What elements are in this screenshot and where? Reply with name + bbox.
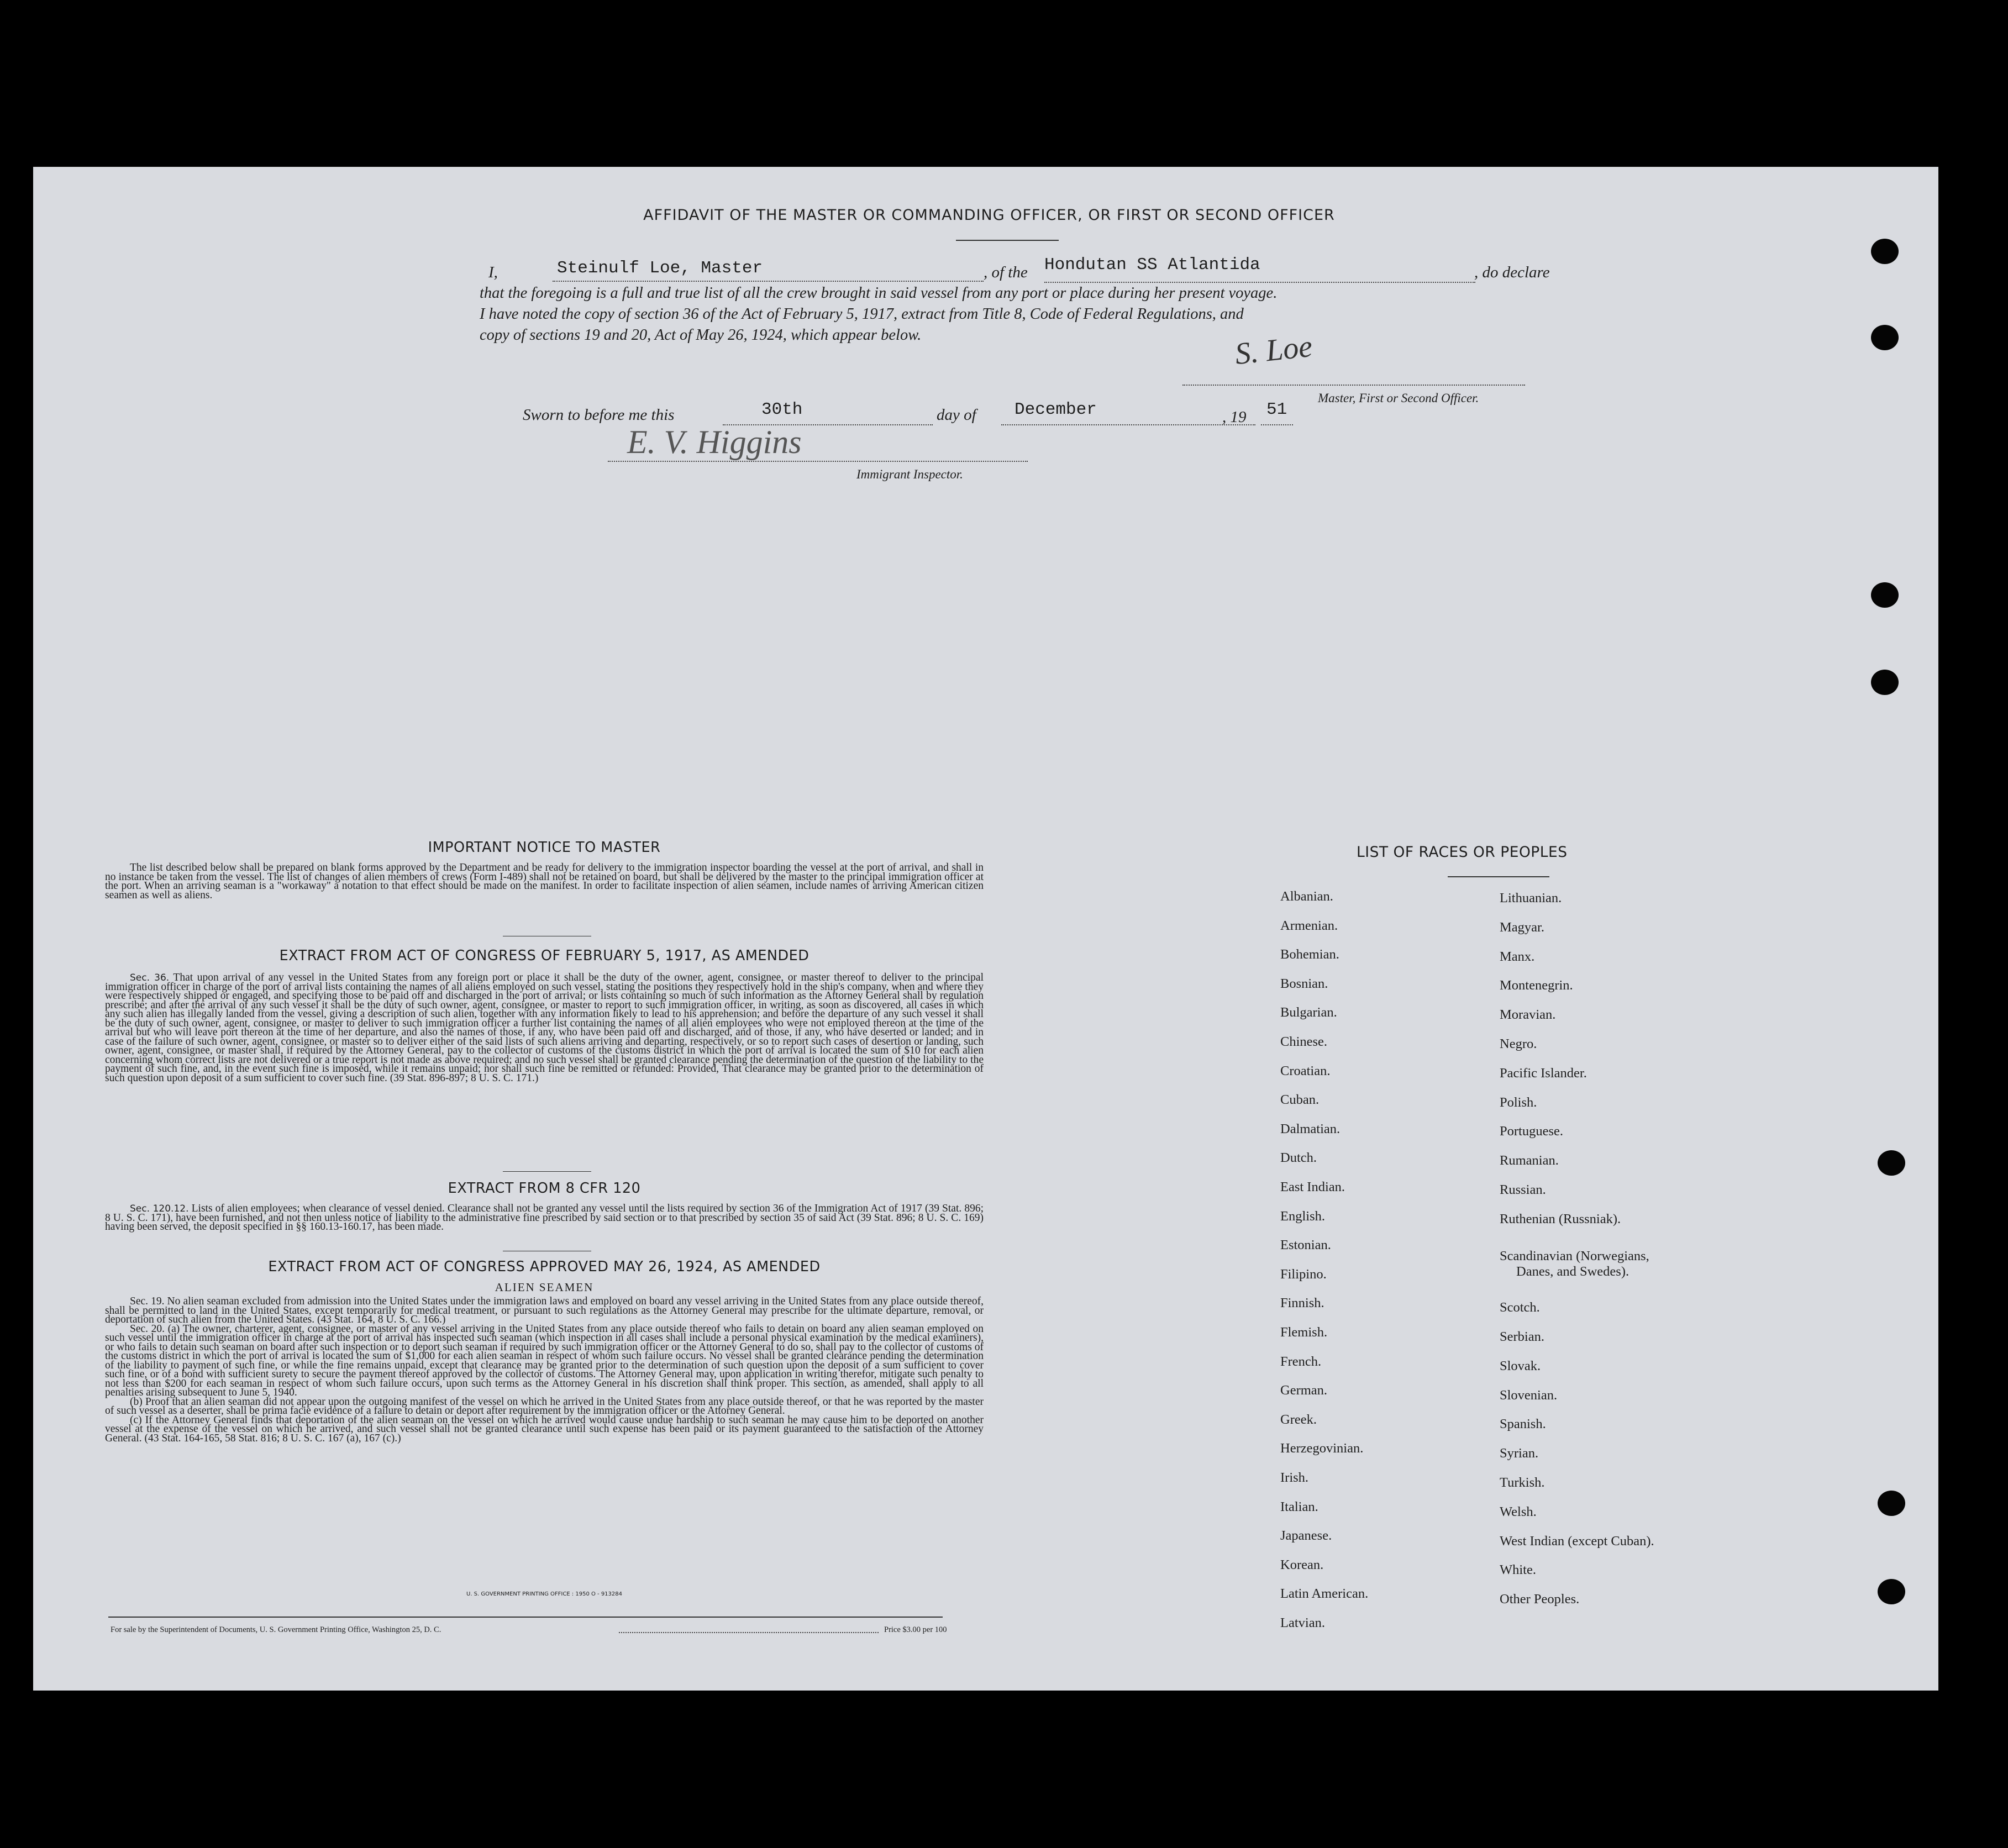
race-item: Flemish. <box>1280 1325 1328 1340</box>
extract-1917-title: EXTRACT FROM ACT OF CONGRESS OF FEBRUARY 5, 1917, AS AMENDED <box>279 947 809 964</box>
printing-office-note: U. S. GOVERNMENT PRINTING OFFICE : 1950 O - 913284 <box>466 1591 622 1597</box>
race-item: Welsh. <box>1500 1504 1537 1519</box>
sec-20b-text: (b) Proof that an alien seaman did not appear upon the outgoing manifest of the vessel on which he arrived in the United States from any place outside thereof, or that he was reported by the master of such vessel as a deserter, shall be prima facie evidence of a failure to detain or deport after requirement by the immigration officer or the Attorney General. <box>105 1396 984 1417</box>
inspector-signature: E. V. Higgins <box>627 424 802 460</box>
year-prefix: , 19 <box>1222 408 1247 426</box>
of-the-text: , of the <box>984 264 1028 281</box>
race-item: Turkish. <box>1500 1475 1545 1490</box>
race-item: Albanian. <box>1280 889 1333 904</box>
race-item: Chinese. <box>1280 1034 1328 1049</box>
race-item: Pacific Islander. <box>1500 1065 1587 1081</box>
year-suffix: 51 <box>1266 400 1287 419</box>
alien-seamen-subtitle: ALIEN SEAMEN <box>495 1281 594 1294</box>
affidavit-line-2: I have noted the copy of section 36 of the Act of February 5, 1917, extract from Title 8, Code of Federal Regulations, and <box>480 306 1244 323</box>
i-word: I, <box>488 264 498 281</box>
race-item: Cuban. <box>1280 1092 1320 1108</box>
race-item: French. <box>1280 1354 1322 1369</box>
footer-left: For sale by the Superintendent of Documents, U. S. Government Printing Office, Washington 25, D. C. <box>111 1625 441 1634</box>
vessel-name: Hondutan SS Atlantida <box>1044 255 1260 275</box>
race-item: Spanish. <box>1500 1417 1546 1432</box>
race-item: German. <box>1280 1383 1328 1398</box>
extract-cfr-title: EXTRACT FROM 8 CFR 120 <box>448 1180 641 1197</box>
race-item: Scandinavian (Norwegians, <box>1500 1248 1649 1263</box>
extract-cfr-body <box>105 1204 984 1232</box>
race-item: Ruthenian (Russniak). <box>1500 1211 1621 1226</box>
extract-1917-divider <box>503 1171 591 1172</box>
binder-hole <box>1871 239 1899 264</box>
inspector-caption: Immigrant Inspector. <box>856 467 963 481</box>
notice-text: The list described below shall be prepared on blank forms approved by the Department and be ready for delivery to the immigration inspector boarding the vessel at the port of arrival, and shall in no instance be taken from the vessel. The list of changes of alien members of crews (Form I-489) shall not be retained on board, but shall be delivered by the master to the principal immigration officer at the port. When an arriving seaman is a "workaway" a notation to that effect should be made on the manifest. In order to facilitate inspection of alien seamen, include names of arriving American citizen seamen as well as aliens. <box>105 862 984 901</box>
year-line <box>1261 424 1293 425</box>
race-item: Bosnian. <box>1280 976 1328 991</box>
race-item: Portuguese. <box>1500 1124 1563 1139</box>
footer-rule <box>108 1617 943 1618</box>
race-item: Montenegrin. <box>1500 978 1573 993</box>
binder-hole <box>1871 325 1899 350</box>
race-item: Bohemian. <box>1280 947 1339 962</box>
master-signature: S. Loe <box>1233 329 1314 372</box>
race-item: Lithuanian. <box>1500 891 1562 905</box>
race-item: Korean. <box>1280 1557 1324 1572</box>
race-item: Negro. <box>1500 1036 1537 1051</box>
race-item: Latin American. <box>1280 1586 1369 1602</box>
master-caption: Master, First or Second Officer. <box>1318 391 1479 405</box>
sec-36-label: Sec. 36. <box>130 972 170 983</box>
race-item: Serbian. <box>1500 1329 1544 1344</box>
sec-20c-text: (c) If the Attorney General finds that deportation of the alien seaman on the vessel on which he arrived would cause undue hardship to such seaman he may cause him to be deported on another vessel at the expense of the vessel on which he arrived, and such vessel shall not be granted clearance until such expense has been paid or its payment guaranteed to the satisfaction of the Attorney General. (43 Stat. 164-165, 58 Stat. 816; 8 U. S. C. 167 (a), 167 (c).) <box>105 1414 984 1444</box>
race-item: East Indian. <box>1280 1180 1345 1194</box>
race-item: Dalmatian. <box>1280 1121 1341 1136</box>
inspector-signature-line <box>608 461 1028 462</box>
footer-right: Price $3.00 per 100 <box>884 1625 947 1634</box>
race-item: Russian. <box>1500 1182 1546 1197</box>
race-item: Slovenian. <box>1500 1387 1558 1403</box>
race-item: Dutch. <box>1280 1150 1317 1166</box>
race-item: Syrian. <box>1500 1446 1539 1461</box>
race-item: White. <box>1500 1562 1536 1578</box>
sec-19-text: Sec. 19. No alien seaman excluded from admission into the United States under the immigration laws and employed on board any vessel arriving in the United States from any place outside thereof, shall be permitted to land in the United States, except temporarily for medical treatment, or pursuant to such regulations as the Attorney General may prescribe for the ultimate departure, removal, or deportation of such alien from the United States. (43 Stat. 164, 8 U. S. C. 166.) <box>105 1296 984 1325</box>
race-item: Bulgarian. <box>1280 1005 1337 1020</box>
sec-120-text: Lists of alien employees; when clearance of vessel denied. Clearance shall not be granted any vessel until the lists required by section 36 of the Immigration Act of 1917 (39 Stat. 896; 8 U. S. C. 171), have been furnished, and not then unless notice of liability to the administrative fine prescribed by said section or to that prescribed by section 35 of said Act (39 Stat. 896; 8 U. S. C. 169) having been served, the deposit specified in §§ 160.13-160.17, has been made. <box>105 1203 984 1233</box>
sec-20a-text: Sec. 20. (a) The owner, charterer, agent, consignee, or master of any vessel arriving in the United States from any place outside thereof who fails to detain on board any alien seaman employed on such vessel until the immigration officer in charge at the port of arrival has inspected such seaman (which inspection in all cases shall include a personal physical examination by the medical examiners), or who fails to detain such seaman on board after such inspection or to deport such seaman if required by such immigration officer or the Attorney General to do so, shall pay to the collector of customs of the customs district in which the port of arrival is located the sum of $1,000 for each alien seaman in respect of whom such failure occurs. No vessel shall be granted clearance pending the determination of the liability to payment of such fine, or while the fine remains unpaid, except that clearance may be granted prior to the determination of such question upon the deposit of a sum sufficient to cover such fine, or of a bond with sufficient surety to secure the payment thereof approved by the collector of customs. The Attorney General may, upon application in writing therefor, mitigate such penalty to not less than $200 for each seaman in respect of whom such failure occurs, upon such terms as the Attorney General in his discretion shall think proper. This section, as amended, shall apply to all penalties arising subsequent to June 5, 1940. <box>105 1323 984 1398</box>
race-item: Croatian. <box>1280 1063 1331 1078</box>
binder-hole <box>1871 670 1899 695</box>
extract-1917-body <box>105 973 984 1083</box>
day-of-text: day of <box>937 406 976 424</box>
master-name: Steinulf Loe, Master <box>557 259 763 278</box>
races-title: LIST OF RACES OR PEOPLES <box>1357 844 1568 861</box>
race-item: Filipino. <box>1280 1266 1327 1282</box>
race-item: Japanese. <box>1280 1528 1332 1544</box>
race-item: West Indian (except Cuban). <box>1500 1533 1654 1549</box>
affidavit-line-3: copy of sections 19 and 20, Act of May 26, 1924, which appear below. <box>480 327 922 344</box>
binder-hole <box>1878 1491 1905 1516</box>
race-item: Herzegovinian. <box>1280 1441 1364 1456</box>
sec-36-text: That upon arrival of any vessel in the United States from any foreign port or place it shall be the duty of the owner, agent, consignee, or master thereof to deliver to the principal immigration officer in charge of the port of arrival lists containing the names of all aliens employed on such vessel, stating the positions they respectively hold in the ship's company, when and where they were respectively shipped or engaged, and specifying those to be paid off and discharged in the port of arrival; or lists containing so much of such information as the Attorney General shall by regulation prescribe; and after the arrival of any such vessel it shall be the duty of such owner, agent, consignee, or master to report to such immigration officer, in writing, as soon as discovered, all cases in which any such alien has illegally landed from the vessel, giving a description of such alien, together with any information likely to lead to his apprehension; and before the departure of any such vessel it shall be the duty of such owner, agent, consignee, or master to deliver to such immigration officer a further list containing the names of all alien employees who were not employed thereon at the time of the arrival but who will leave port thereon at the time of her departure, and also the names of those, if any, who have been paid off and discharged, and of those, if any, who have deserted or landed; and in case of the failure of such owner, agent, consignee, or master so to deliver either of the said lists of such aliens arriving and departing, respectively, or so to report such cases of desertion or landing, such owner, agent, consignee, or master shall, if required by the Attorney General, pay to the collector of customs of the customs district in which the port of arrival is located the sum of $10 for each alien concerning whom correct lists are not delivered or a true report is not made as above required; and no such vessel shall be granted clearance pending the determination of the question of the liability to the payment of such fine, and, in the event such fine is imposed, while it remains unpaid; nor shall such fine be remitted or refunded: Provided, That clearance may be granted prior to the determination of such question upon deposit of a sum sufficient to cover such fine. (39 Stat. 896-897; 8 U. S. C. 171.) <box>105 972 984 1084</box>
race-item: Finnish. <box>1280 1296 1324 1311</box>
notice-title: IMPORTANT NOTICE TO MASTER <box>428 839 661 856</box>
races-divider <box>1448 876 1549 877</box>
race-item: Other Peoples. <box>1500 1592 1580 1607</box>
affidavit-line-1: that the foregoing is a full and true list of all the crew brought in said vessel from any port or place during her present voyage. <box>480 285 1278 302</box>
race-item: Rumanian. <box>1500 1153 1559 1168</box>
race-item: Armenian. <box>1280 918 1338 933</box>
sworn-month-line <box>1001 424 1255 425</box>
extract-1924-title: EXTRACT FROM ACT OF CONGRESS APPROVED MAY 26, 1924, AS AMENDED <box>268 1259 821 1275</box>
affidavit-title: AFFIDAVIT OF THE MASTER OR COMMANDING OFFICER, OR FIRST OR SECOND OFFICER <box>643 207 1335 224</box>
extract-1924-body <box>105 1297 984 1443</box>
race-item: Greek. <box>1280 1412 1317 1427</box>
race-item: Irish. <box>1280 1470 1309 1485</box>
race-item: English. <box>1280 1208 1325 1224</box>
form-page <box>33 167 1938 1691</box>
race-item: Danes, and Swedes). <box>1516 1264 1629 1280</box>
binder-hole <box>1878 1579 1905 1604</box>
race-item: Polish. <box>1500 1094 1537 1110</box>
sworn-text: Sworn to before me this <box>523 406 675 424</box>
race-item: Estonian. <box>1280 1238 1331 1253</box>
sec-120-label: Sec. 120.12. <box>130 1203 189 1214</box>
master-signature-line <box>1182 385 1525 386</box>
race-item: Italian. <box>1280 1499 1318 1514</box>
race-item: Manx. <box>1500 949 1535 964</box>
race-item: Moravian. <box>1500 1007 1556 1023</box>
binder-hole <box>1871 582 1899 608</box>
binder-hole <box>1878 1150 1905 1176</box>
master-name-line <box>553 281 984 282</box>
do-declare-text: , do declare <box>1474 264 1550 281</box>
sworn-month: December <box>1014 400 1097 419</box>
sworn-day: 30th <box>761 400 803 419</box>
race-item: Slovak. <box>1500 1358 1541 1373</box>
title-divider <box>956 240 1059 241</box>
race-item: Scotch. <box>1500 1300 1540 1315</box>
footer-dots <box>619 1632 879 1633</box>
race-item: Latvian. <box>1280 1615 1325 1630</box>
race-item: Magyar. <box>1500 919 1544 935</box>
